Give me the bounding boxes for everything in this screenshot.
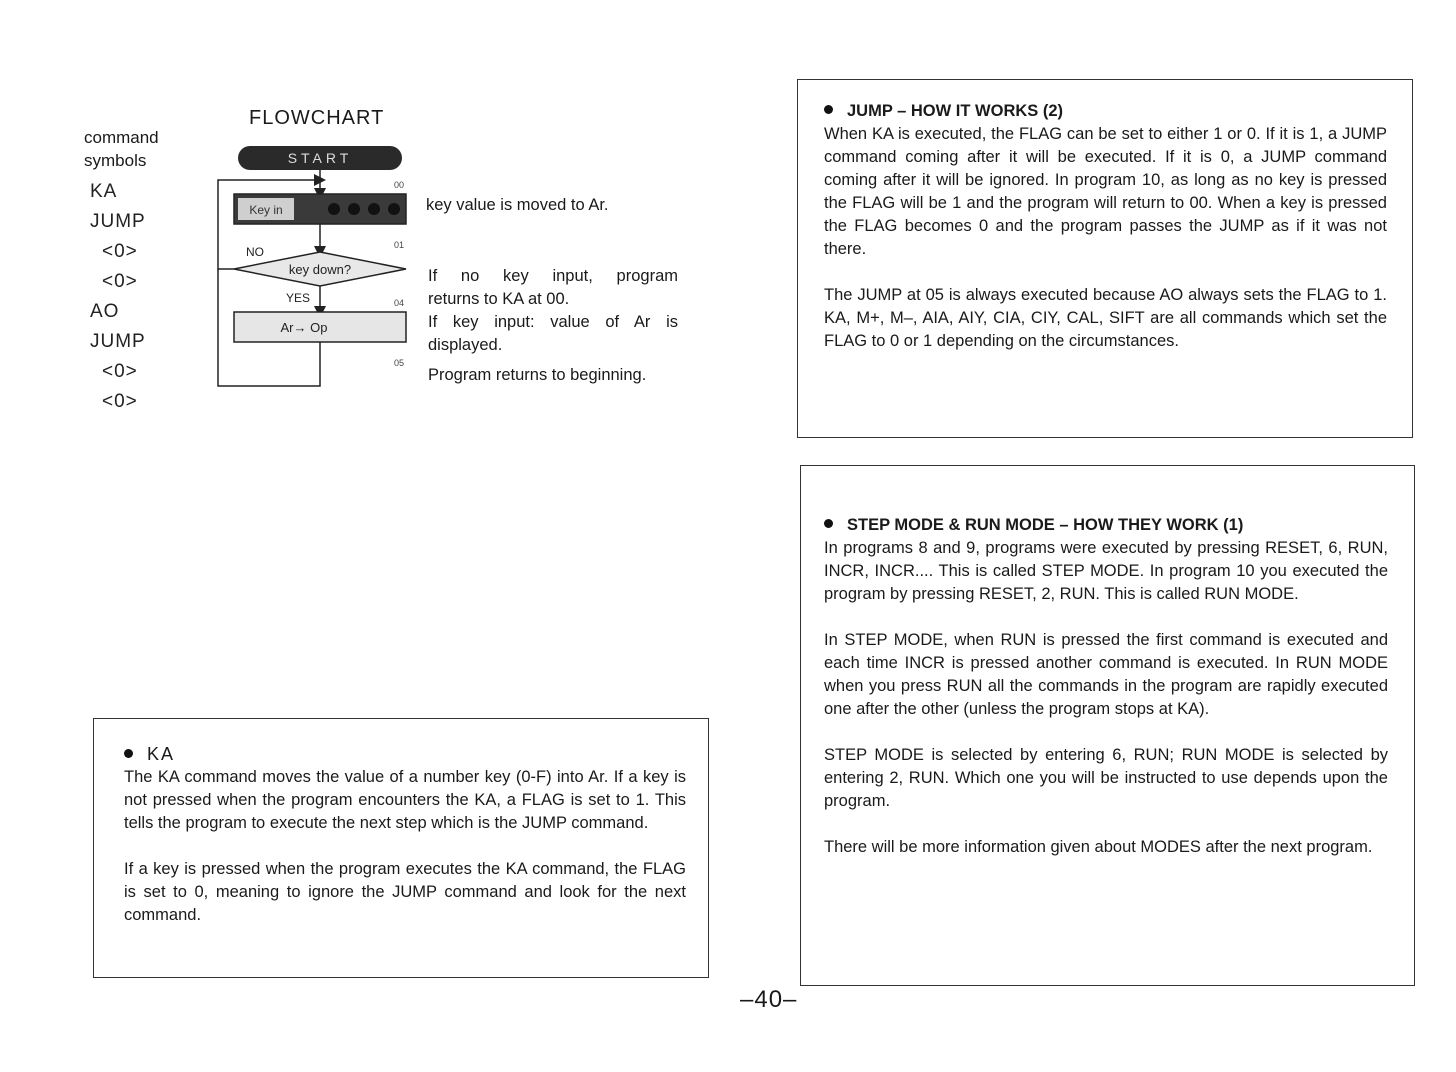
ka-title <box>124 743 686 766</box>
no-label: NO <box>246 245 264 259</box>
command-item: <0> <box>102 391 138 412</box>
page-number: –40– <box>740 986 798 1013</box>
process2-label: Ar→ Op <box>280 320 328 335</box>
note-key-input <box>428 265 678 357</box>
start-label: START <box>287 150 353 166</box>
jump-paragraph: When KA is executed, the FLAG can be set to either 1 or 0. If it is 1, a JUMP command coming after it will be executed. If it is 0, a JUMP command coming after it will be ignored. In program 10, as long as no key is pressed the FLAG will be 1 and the program will return to 00. When a key is pressed the FLAG becomes 0 and the program passes the JUMP as if it was not there. <box>824 125 1387 258</box>
flowchart-diagram <box>210 140 430 400</box>
command-item: JUMP <box>90 331 146 352</box>
flowchart-title: FLOWCHART <box>249 107 385 129</box>
heading-line: symbols <box>84 151 147 170</box>
ka-paragraph: The KA command moves the value of a number key (0-F) into Ar. If a key is not pressed when the program encounters the KA, a FLAG is set to 1. This tells the program to execute the next step which is the JUMP command. <box>124 768 686 832</box>
jump-title-text: JUMP – HOW IT WORKS (2) <box>847 102 1064 120</box>
note-returns: Program returns to beginning. <box>428 366 647 384</box>
note-key-value: key value is moved to Ar. <box>426 196 609 214</box>
note-line: If key input: value of Ar is <box>428 313 678 331</box>
step-title <box>824 514 1388 537</box>
step-number: 01 <box>394 240 405 250</box>
yes-label: YES <box>286 291 311 305</box>
command-item: <0> <box>102 271 138 292</box>
step-number: 04 <box>394 298 405 308</box>
bullet-icon <box>124 749 133 758</box>
step-title-text: STEP MODE & RUN MODE – HOW THEY WORK (1) <box>847 516 1244 534</box>
heading-line: command <box>84 128 159 147</box>
step-paragraph: In programs 8 and 9, programs were executed by pressing RESET, 6, RUN, INCR, INCR.... This is called STEP MODE. In program 10 you executed the program by pressing RESET, 2, RUN. This is called RUN MODE. <box>824 539 1388 603</box>
bullet-icon <box>824 519 833 528</box>
jump-title <box>824 100 1387 123</box>
note-line: If no key input, program <box>428 267 678 285</box>
step-number: 00 <box>394 180 405 190</box>
step-run-mode-box <box>800 465 1415 986</box>
note-line: displayed. <box>428 336 503 354</box>
step-paragraph: There will be more information given about MODES after the next program. <box>824 838 1373 856</box>
bullet-icon <box>824 105 833 114</box>
command-list <box>90 177 146 417</box>
jump-paragraph: The JUMP at 05 is always executed because AO always sets the FLAG to 1. KA, M+, M–, AIA, AIY, CIA, CIY, CAL, SIFT are all commands which set the FLAG to 0 or 1 depending on the circumstances. <box>824 286 1387 350</box>
step-number: 05 <box>394 358 405 368</box>
command-item: AO <box>90 301 120 322</box>
command-item: KA <box>90 181 118 202</box>
command-item: <0> <box>102 241 138 262</box>
command-item: <0> <box>102 361 138 382</box>
command-item: JUMP <box>90 211 146 232</box>
ka-paragraph: If a key is pressed when the program executes the KA command, the FLAG is set to 0, meaning to ignore the JUMP command and look for the next command. <box>124 860 686 924</box>
jump-box <box>797 79 1413 438</box>
step-paragraph: In STEP MODE, when RUN is pressed the first command is executed and each time INCR is pressed another command is executed. In RUN MODE when you press RUN all the commands in the program are rapidly executed one after the other (unless the program stops at KA). <box>824 631 1388 718</box>
ka-title-text: KA <box>147 744 176 764</box>
command-symbols-heading <box>84 126 204 172</box>
ka-box <box>93 718 709 978</box>
step-paragraph: STEP MODE is selected by entering 6, RUN; RUN MODE is selected by entering 2, RUN. Which one you will be instructed to use depends upon the program. <box>824 746 1388 810</box>
process1-label: Key in <box>249 203 283 217</box>
note-line: returns to KA at 00. <box>428 290 570 308</box>
decision-label: key down? <box>288 262 352 277</box>
